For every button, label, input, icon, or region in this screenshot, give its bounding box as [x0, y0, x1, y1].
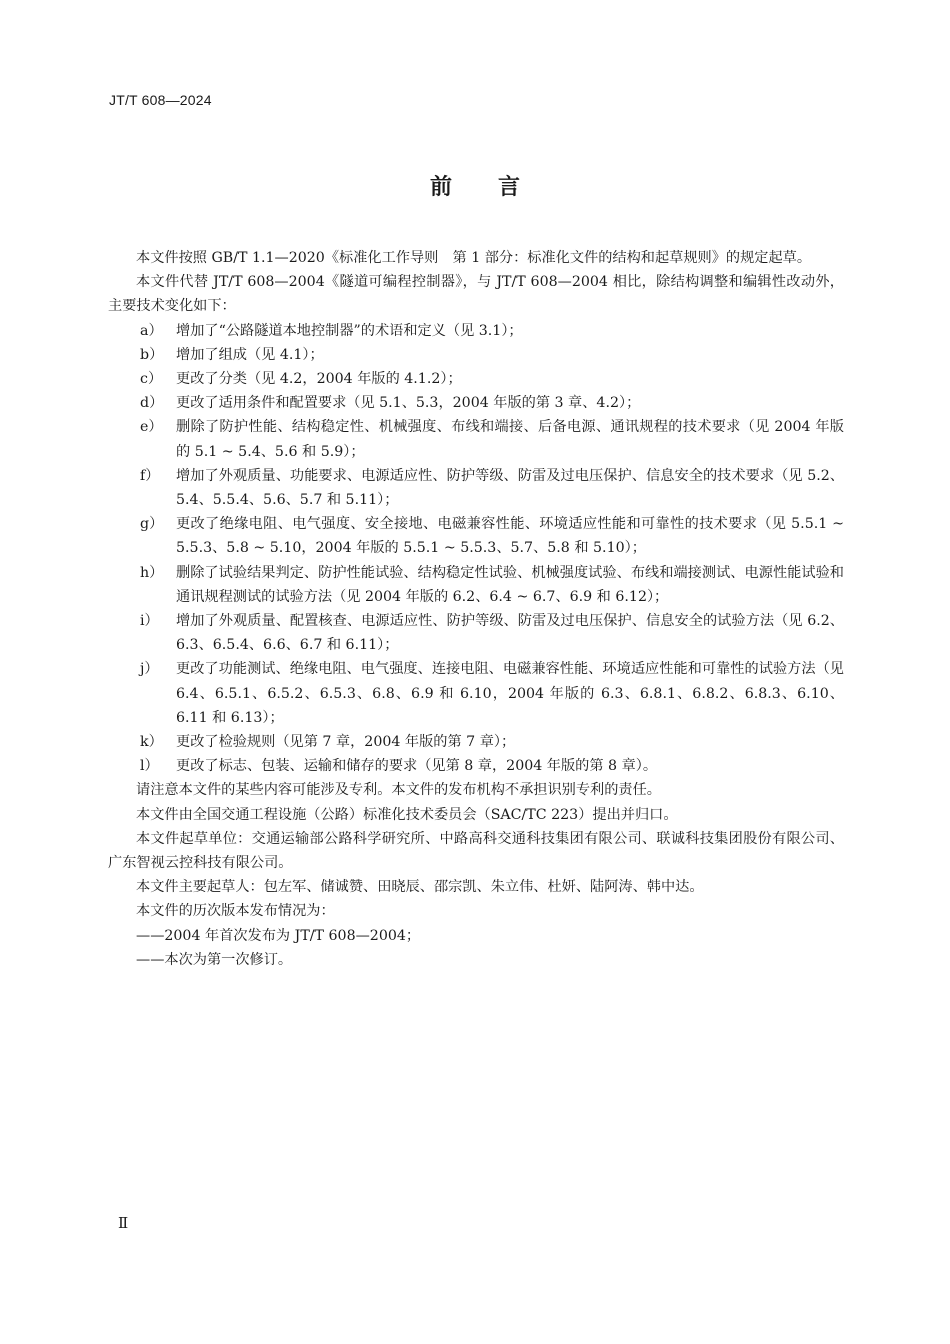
- change-list-item: [108, 464, 844, 512]
- change-list-item: [108, 754, 844, 778]
- drafters: 本文件主要起草人：包左军、储诚赞、田晓辰、邵宗凯、朱立伟、杜妍、陆阿涛、韩中达。: [136, 879, 704, 896]
- list-item-text: 删除了试验结果判定、防护性能试验、结构稳定性试验、机械强度试验、布线和端接测试、电源性能试验和通讯规程测试的试验方法（见 2004 年版的 6.2、6.4 ~ 6.7、6.9 和 6.12）；: [176, 564, 844, 605]
- list-item-text: 更改了标志、包装、运输和储存的要求（见第 8 章，2004 年版的第 8 章）。: [176, 758, 658, 775]
- foreword-body: [108, 246, 844, 972]
- intro-paragraph: 本文件代替 JT/T 608—2004《隧道可编程控制器》，与 JT/T 608—2004 相比，除结构调整和编辑性改动外，主要技术变化如下：: [108, 274, 844, 315]
- list-item-label: k）: [140, 734, 163, 751]
- list-item-label: e）: [140, 419, 163, 436]
- change-list-item: [108, 415, 844, 463]
- title-char-2: 言: [498, 175, 521, 200]
- list-item-text: 更改了检验规则（见第 7 章，2004 年版的第 7 章）；: [176, 734, 516, 751]
- list-item-label: f）: [140, 467, 160, 484]
- change-list-item: [108, 657, 844, 730]
- list-item-text: 更改了功能测试、绝缘电阻、电气强度、连接电阻、电磁兼容性能、环境适应性能和可靠性的试验方法（见 6.4、6.5.1、6.5.2、6.5.3、6.8、6.9 和 6.10，2004 年版的 6.3、6.8.1、6.8.2、6.8.3、6.10、6.11 和 6.13）；: [176, 661, 844, 726]
- title-char-1: 前: [429, 175, 452, 200]
- list-item-label: l）: [140, 758, 159, 775]
- patent-notice: 请注意本文件的某些内容可能涉及专利。本文件的发布机构不承担识别专利的责任。: [136, 782, 661, 799]
- page-title: [0, 170, 950, 201]
- list-item-text: 更改了分类（见 4.2，2004 年版的 4.1.2）；: [176, 371, 462, 388]
- change-list-item: [108, 609, 844, 657]
- document-code-header: JT/T 608—2024: [109, 92, 212, 108]
- change-list-item: [108, 391, 844, 415]
- page-number: Ⅱ: [118, 1214, 129, 1232]
- list-item-label: b）: [140, 346, 164, 363]
- list-item-text: 增加了“公路隧道本地控制器”的术语和定义（见 3.1）；: [176, 322, 523, 339]
- change-list-item: [108, 343, 844, 367]
- history-intro: 本文件的历次版本发布情况为：: [136, 903, 335, 920]
- list-item-label: j）: [140, 661, 159, 678]
- list-item-label: a）: [140, 322, 163, 339]
- list-item-label: h）: [140, 564, 164, 581]
- list-item-label: g）: [140, 516, 164, 533]
- list-item-text: 增加了外观质量、配置核查、电源适应性、防护等级、防雷及过电压保护、信息安全的试验方法（见 6.2、6.3、6.5.4、6.6、6.7 和 6.11）；: [176, 613, 844, 654]
- change-list-item: [108, 730, 844, 754]
- intro-paragraph: 本文件按照 GB/T 1.1—2020《标准化工作导则 第 1 部分：标准化文件的结构和起草规则》的规定起草。: [136, 250, 812, 266]
- change-list-item: [108, 319, 844, 343]
- committee-statement: 本文件由全国交通工程设施（公路）标准化技术委员会（SAC/TC 223）提出并归口。: [136, 806, 678, 823]
- history-item: ——2004 年首次发布为 JT/T 608—2004；: [136, 927, 421, 944]
- change-list-item: [108, 512, 844, 560]
- list-item-text: 更改了绝缘电阻、电气强度、安全接地、电磁兼容性能、环境适应性能和可靠性的技术要求（见 5.5.1 ~ 5.5.3、5.8 ~ 5.10，2004 年版的 5.5.1 ~ 5.5.3、5.7、5.8 和 5.10）；: [176, 516, 844, 557]
- change-list-item: [108, 561, 844, 609]
- history-item: ——本次为第一次修订。: [136, 951, 293, 968]
- list-item-text: 增加了组成（见 4.1）；: [176, 346, 324, 363]
- list-item-label: d）: [140, 395, 164, 412]
- change-list-item: [108, 367, 844, 391]
- list-item-label: c）: [140, 371, 163, 388]
- list-item-text: 删除了防护性能、结构稳定性、机械强度、布线和端接、后备电源、通讯规程的技术要求（见 2004 年版的 5.1 ~ 5.4、5.6 和 5.9）；: [176, 419, 844, 460]
- list-item-text: 增加了外观质量、功能要求、电源适应性、防护等级、防雷及过电压保护、信息安全的技术要求（见 5.2、5.4、5.5.4、5.6、5.7 和 5.11）；: [176, 467, 844, 509]
- drafting-units: 本文件起草单位：交通运输部公路科学研究所、中路高科交通科技集团有限公司、联诚科技集团股份有限公司、广东智视云控科技有限公司。: [108, 830, 844, 872]
- list-item-label: i）: [140, 613, 159, 630]
- list-item-text: 更改了适用条件和配置要求（见 5.1、5.3，2004 年版的第 3 章、4.2）；: [176, 395, 641, 412]
